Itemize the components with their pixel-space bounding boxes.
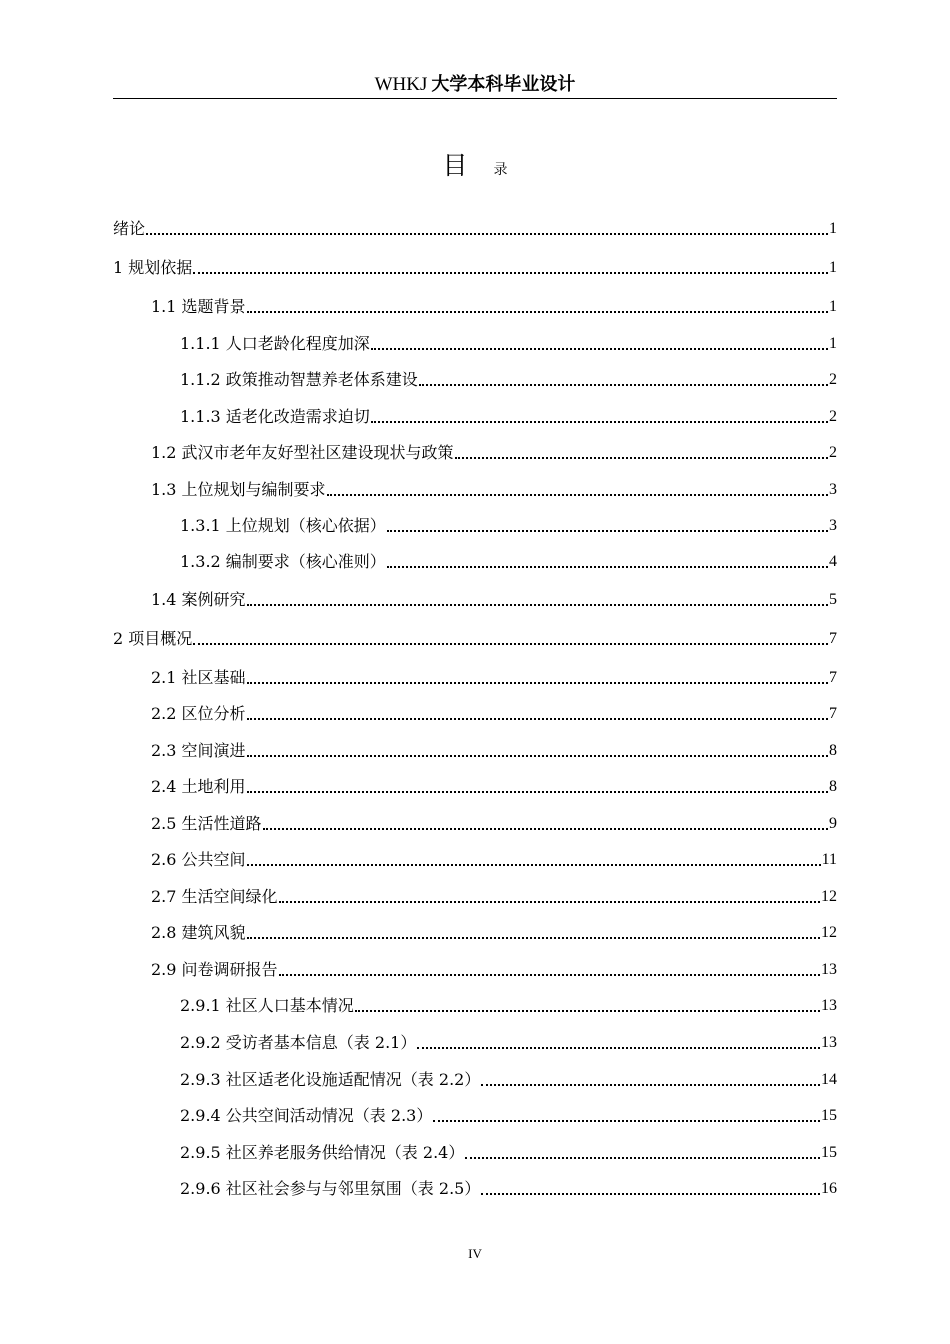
toc-entry-label: 2.1 社区基础: [151, 668, 246, 687]
toc-entry-page-number: 14: [821, 1071, 837, 1088]
toc-entry-label: 1.3.1 上位规划（核心依据）: [180, 516, 386, 535]
toc-dot-leader: [419, 384, 828, 386]
toc-dot-leader: [247, 791, 828, 793]
toc-dot-leader: [481, 1084, 820, 1086]
page-header: [113, 70, 837, 98]
toc-dot-leader: [371, 421, 828, 423]
toc-dot-leader: [193, 643, 828, 645]
toc-entry[interactable]: [151, 847, 837, 871]
toc-entry-label: 2.9.2 受访者基本信息（表 2.1）: [180, 1033, 417, 1052]
toc-dot-leader: [387, 566, 828, 568]
toc-entry-page-number: 13: [821, 997, 837, 1014]
toc-dot-leader: [247, 755, 828, 757]
toc-entry[interactable]: [180, 1176, 837, 1200]
toc-entry[interactable]: [180, 549, 837, 573]
toc-entry[interactable]: [151, 957, 837, 981]
toc-dot-leader: [433, 1120, 820, 1122]
toc-entry[interactable]: [151, 665, 837, 689]
toc-dot-leader: [247, 718, 828, 720]
toc-entry[interactable]: [151, 440, 837, 464]
toc-dot-leader: [247, 311, 828, 313]
toc-dot-leader: [247, 682, 828, 684]
toc-entry-page-number: 15: [821, 1107, 837, 1124]
toc-entry-label: 1.1.2 政策推动智慧养老体系建设: [180, 370, 418, 389]
toc-entry-page-number: 7: [829, 705, 837, 722]
toc-entry-label: 1.1.1 人口老龄化程度加深: [180, 334, 370, 353]
toc-entry-page-number: 2: [829, 371, 837, 388]
toc-entry[interactable]: [113, 216, 837, 240]
toc-entry-page-number: 8: [829, 778, 837, 795]
toc-entry-page-number: 2: [829, 408, 837, 425]
toc-entry-page-number: 2: [829, 444, 837, 461]
toc-entry-label: 1.1 选题背景: [151, 297, 246, 316]
toc-entry[interactable]: [151, 884, 837, 908]
toc-entry[interactable]: [151, 774, 837, 798]
toc-entry-label: 1.3 上位规划与编制要求: [151, 480, 326, 499]
toc-title-char-2: 录: [493, 162, 508, 178]
toc-entry[interactable]: [180, 1030, 837, 1054]
toc-entry-page-number: 1: [829, 220, 837, 237]
toc-dot-leader: [279, 974, 820, 976]
toc-entry-label: 2.4 土地利用: [151, 777, 246, 796]
toc-entry-page-number: 13: [821, 961, 837, 978]
toc-entry-label: 2.3 空间演进: [151, 741, 246, 760]
header-brand: WHKJ: [374, 74, 428, 95]
toc-dot-leader: [455, 457, 828, 459]
toc-entry[interactable]: [113, 255, 837, 279]
toc-entry-page-number: 7: [829, 669, 837, 686]
toc-dot-leader: [247, 864, 821, 866]
toc-entry-page-number: 12: [821, 888, 837, 905]
toc-entry-label: 2.9.6 社区社会参与与邻里氛围（表 2.5）: [180, 1179, 481, 1198]
toc-entry[interactable]: [180, 1103, 837, 1127]
toc-entry-label: 2.9.5 社区养老服务供给情况（表 2.4）: [180, 1143, 465, 1162]
toc-entry[interactable]: [151, 294, 837, 318]
toc-entry[interactable]: [151, 738, 837, 762]
toc-entry-label: 2.5 生活性道路: [151, 814, 262, 833]
toc-entry[interactable]: [151, 587, 837, 611]
toc-entry-label: 2.7 生活空间绿化: [151, 887, 278, 906]
toc-dot-leader: [465, 1157, 820, 1159]
toc-dot-leader: [355, 1010, 820, 1012]
toc-entry-page-number: 16: [821, 1180, 837, 1197]
toc-entry-label: 1.4 案例研究: [151, 590, 246, 609]
toc-entry-label: 2.9.4 公共空间活动情况（表 2.3）: [180, 1106, 433, 1125]
toc-entry-label: 2.6 公共空间: [151, 850, 246, 869]
page-number: IV: [468, 1246, 482, 1261]
toc-entry-page-number: 11: [821, 851, 837, 868]
toc-entry[interactable]: [151, 701, 837, 725]
toc-entry[interactable]: [180, 1140, 837, 1164]
toc-entry-page-number: 1: [829, 335, 837, 352]
header-rule: [113, 98, 837, 99]
toc-entry[interactable]: [113, 626, 837, 650]
toc-entry-label: 2.9 问卷调研报告: [151, 960, 278, 979]
toc-dot-leader: [263, 828, 828, 830]
toc-entry[interactable]: [180, 513, 837, 537]
toc-entry-page-number: 1: [829, 298, 837, 315]
toc-entry-page-number: 12: [821, 924, 837, 941]
toc-entry-label: 1.3.2 编制要求（核心准则）: [180, 552, 386, 571]
toc-entry-label: 2.9.1 社区人口基本情况: [180, 996, 354, 1015]
toc-dot-leader: [417, 1047, 820, 1049]
toc-entry-label: 1 规划依据: [113, 258, 193, 277]
toc-entry[interactable]: [180, 367, 837, 391]
toc-entry-page-number: 3: [829, 517, 837, 534]
toc-title-char-1: 目: [442, 151, 468, 180]
toc-dot-leader: [371, 348, 828, 350]
toc-entry-page-number: 8: [829, 742, 837, 759]
toc-dot-leader: [247, 937, 820, 939]
toc-entry-label: 2 项目概况: [113, 629, 193, 648]
toc-dot-leader: [279, 901, 820, 903]
toc-entry[interactable]: [180, 404, 837, 428]
toc-dot-leader: [327, 494, 828, 496]
toc-dot-leader: [193, 272, 828, 274]
toc-entry-label: 2.2 区位分析: [151, 704, 246, 723]
toc-entry-label: 1.1.3 适老化改造需求迫切: [180, 407, 370, 426]
toc-entry-page-number: 9: [829, 815, 837, 832]
toc-entry-label: 绪论: [113, 219, 146, 238]
toc-entry-label: 1.2 武汉市老年友好型社区建设现状与政策: [151, 443, 454, 462]
toc-entry[interactable]: [180, 1067, 837, 1091]
toc-entry[interactable]: [151, 477, 837, 501]
toc-entry-page-number: 5: [829, 591, 837, 608]
toc-entry-page-number: 7: [829, 630, 837, 647]
toc-entry[interactable]: [180, 331, 837, 355]
toc-entry[interactable]: [180, 993, 837, 1017]
toc-entry-label: 2.9.3 社区适老化设施适配情况（表 2.2）: [180, 1070, 481, 1089]
toc-entry[interactable]: [151, 920, 837, 944]
toc-entry-page-number: 13: [821, 1034, 837, 1051]
toc-dot-leader: [247, 604, 828, 606]
toc-title: [0, 146, 950, 186]
toc-entry-page-number: 3: [829, 481, 837, 498]
toc-dot-leader: [146, 233, 828, 235]
header-school-name: 大学本科毕业设计: [431, 74, 576, 95]
toc-entry-page-number: 4: [829, 553, 837, 570]
toc-dot-leader: [387, 530, 828, 532]
toc-entry-label: 2.8 建筑风貌: [151, 923, 246, 942]
toc-entry[interactable]: [151, 811, 837, 835]
toc-entry-page-number: 1: [829, 259, 837, 276]
toc-entry-page-number: 15: [821, 1144, 837, 1161]
toc-dot-leader: [481, 1193, 820, 1195]
